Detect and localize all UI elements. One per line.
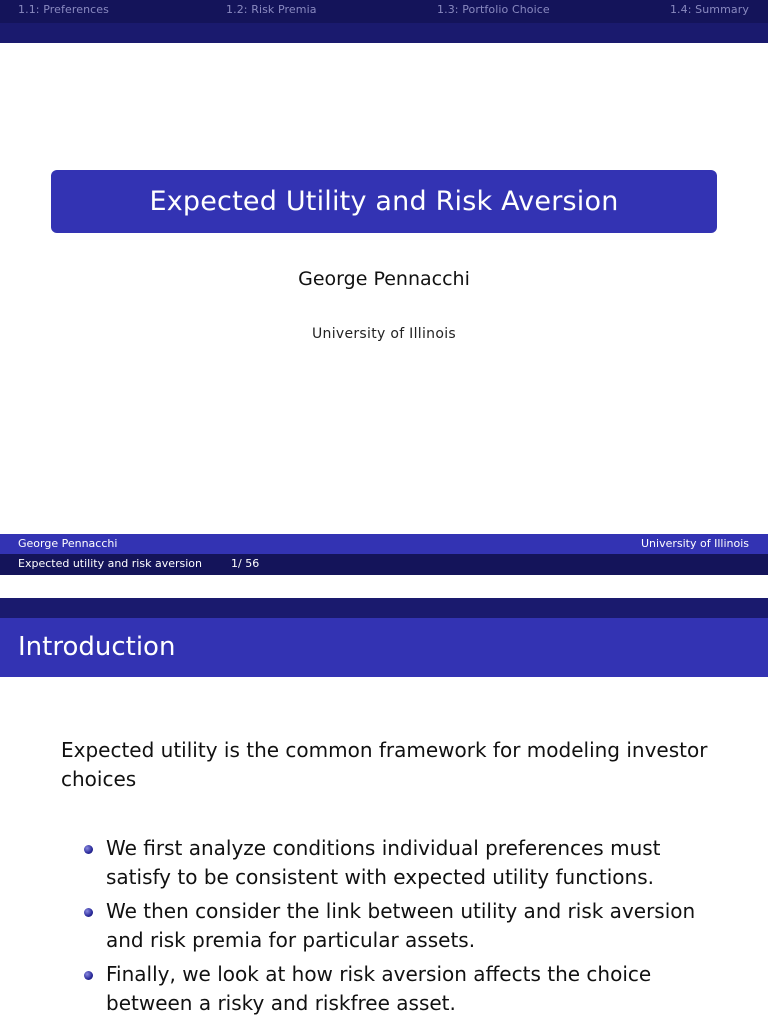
bullet-list [84,834,724,1023]
title-block [51,170,717,233]
institute-name: University of Illinois [311,326,457,342]
footer-short-title: Expected utility and risk aversion [18,557,202,570]
bullet-icon [84,971,93,980]
list-item [84,960,724,1018]
section-navigation [0,0,768,23]
footline-title-row [0,554,768,575]
nav-item-preferences[interactable]: 1.1: Preferences [18,3,109,16]
presentation-title: Expected Utility and Risk Aversion [149,186,619,217]
nav-item-summary[interactable]: 1.4: Summary [669,3,749,16]
bullet-icon [84,908,93,917]
footer-institute: University of Illinois [641,537,749,550]
introduction-slide [0,598,768,1024]
author-name: George Pennacchi [298,268,470,290]
page-number: 1/ 56 [231,557,260,570]
intro-paragraph: Expected utility is the common framework for modeling investor choices [61,738,708,791]
nav-item-risk-premia[interactable]: 1.2: Risk Premia [226,3,317,16]
bullet-text: Finally, we look at how risk aversion affects the choice between a risky and riskfree asset. [106,962,652,1015]
subsection-bar [0,23,768,43]
subsection-bar-2 [0,598,768,618]
nav-item-portfolio-choice[interactable]: 1.3: Portfolio Choice [437,3,550,16]
frame-title-bar [0,618,768,677]
footline-author-row [0,534,768,554]
list-item [84,897,724,955]
bullet-text: We first analyze conditions individual preferences must satisfy to be consistent with expected utility functions. [106,836,661,889]
list-item [84,834,724,892]
footer-author: George Pennacchi [18,537,118,550]
frame-title: Introduction [18,632,176,662]
bullet-icon [84,845,93,854]
bullet-text: We then consider the link between utility and risk aversion and risk premia for particular assets. [106,899,696,952]
